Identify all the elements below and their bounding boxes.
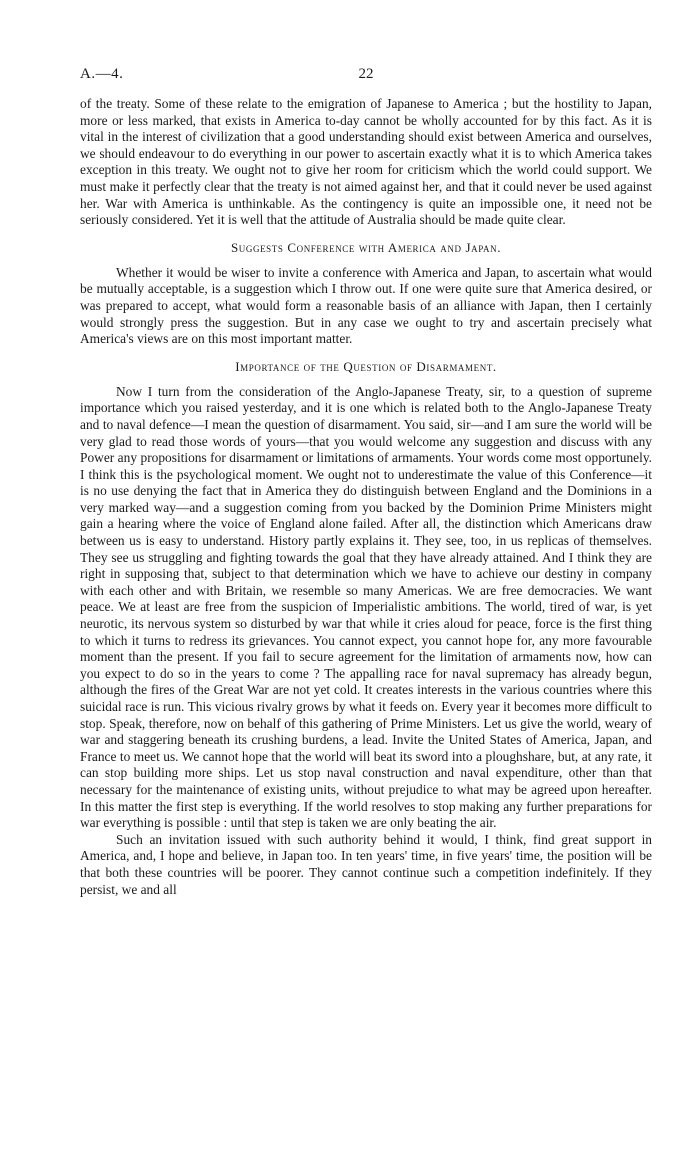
document-page [80, 66, 652, 898]
page-number: 22 [358, 66, 374, 82]
paragraph-invitation: Such an invitation issued with such authority behind it would, I think, find great support in America, and, I hope and believe, in Japan too. In ten years' time, in five years' time, the position will be that both these countries will be poorer. They cannot continue such a competition indefinitely. If they persist, we and all [80, 831, 652, 897]
section-heading-conference: Suggests Conference with America and Japan. [230, 239, 502, 255]
paragraph-disarmament: Now I turn from the consideration of the Anglo-Japanese Treaty, sir, to a question of supreme importance which you raised yesterday, and it is one which is related both to the Anglo-Japanese Treaty and to naval defence—I mean the question of disarmament. You said, sir—and I am sure the world will be very glad to read those words of yours—that you would welcome any suggestion and discuss with any Power any propositions for disarmament or limitations of armaments. Your words come most opportunely. I think this is the psychological moment. We ought not to underestimate the value of this Conference—it is no use denying the fact that in America they do distinguish between England and the Dominions in a very marked way—and a suggestion coming from you backed by the Dominion Prime Ministers might gain a hearing where the voice of England alone failed. After all, the distinction which Americans draw between us is easy to understand. History partly explains it. They see, too, in us replicas of themselves. They see us struggling and fighting towards the goal that they have already attained. And I think they are right in supposing that, subject to that determination which we have to achieve our destiny in company with each other and with Britain, we resemble so many Americas. We are free democracies. We want peace. We at least are free from the suspicion of Imperialistic ambitions. The world, tired of war, is yet neurotic, its nervous system so disturbed by war that while it cries aloud for peace, force is the first thing to which it turns to redress its grievances. You cannot expect, you cannot hope for, any more favourable moment than the present. If you fail to secure agreement for the limitation of armaments now, how can you expect to do so in the years to come ? The appalling race for naval supremacy has already begun, although the fires of the Great War are not yet cold. It creates interests in the various countries where this suicidal race is run. This vicious rivalry grows by what it feeds on. Every year it becomes more difficult to stop. Speak, therefore, now on behalf of this gathering of Prime Ministers. Let us give the world, weary of war and staggering beneath its crushing burdens, a lead. Invite the United States of America, Japan, and France to meet us. We cannot hope that the world will beat its sword into a ploughshare, but, at any rate, it can stop building more ships. Let us stop naval construction and naval expenditure, other than that necessary for the maintenance of existing units, without prejudice to what may be agreed upon hereafter. In this matter the first step is everything. If the world resolves to stop making any further preparations for war everything is possible : until that step is taken we are only beating the air. [80, 383, 652, 831]
section-heading-disarmament: Importance of the Question of Disarmament. [235, 358, 497, 374]
paragraph-treaty-continuation: of the treaty. Some of these relate to the emigration of Japanese to America ; but the hostility to Japan, more or less marked, that exists in America to-day cannot be wholly accounted for by this fact. As it is vital in the interest of civilization that a good understanding should exist between America and ourselves, we should endeavour to do everything in our power to ascertain exactly what it is to which America takes exception in this treaty. We ought not to give her room for criticism which the world could support. We must make it perfectly clear that the treaty is not aimed against her, and that it could never be used against her. War with America is unthinkable. As the contingency is quite an impossible one, it need not be seriously considered. Yet it is well that the attitude of Australia should be made quite clear. [80, 96, 652, 228]
document-reference: A.—4. [80, 66, 124, 82]
page-header [80, 66, 652, 88]
paragraph-conference: Whether it would be wiser to invite a conference with America and Japan, to ascertain what would be mutually acceptable, is a suggestion which I throw out. If one were quite sure that America desired, or was prepared to accept, what would form a reasonable basis of an alliance with Japan, then I certainly would strongly press the suggestion. But in any case we ought to try and ascertain precisely what America's views are on this most important matter. [80, 264, 652, 347]
